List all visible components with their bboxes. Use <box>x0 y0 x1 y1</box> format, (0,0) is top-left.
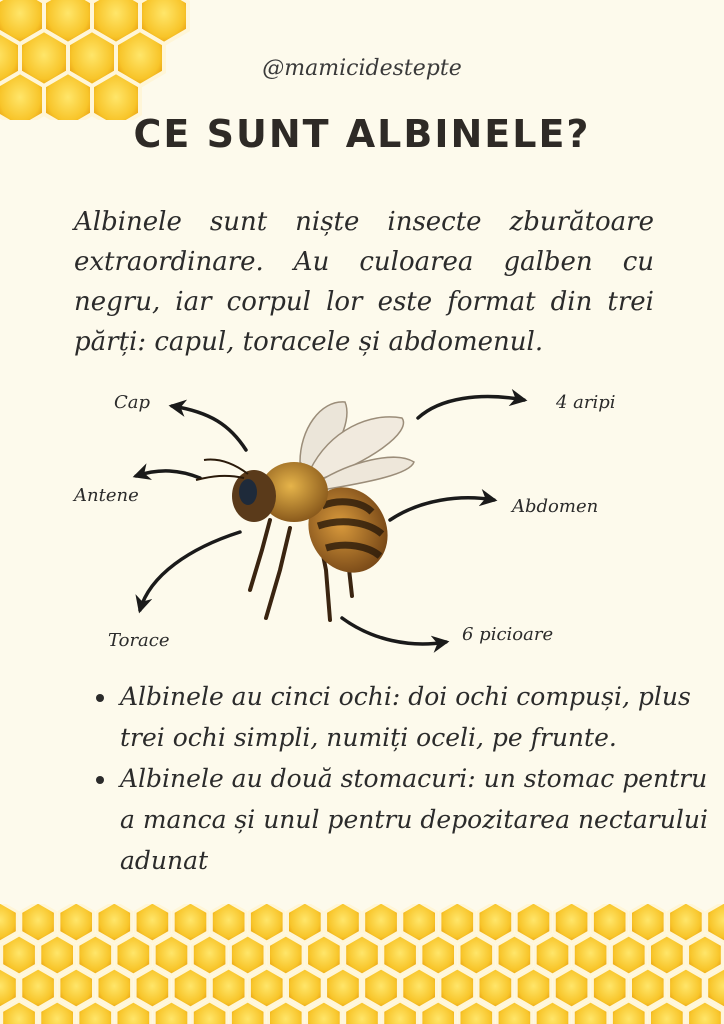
list-item: • Albinele au cinci ochi: doi ochi compuși, plus trei ochi simpli, numiți oceli, pe frunte. <box>118 676 718 758</box>
honeycomb-cell <box>440 968 475 1008</box>
honeycomb-cell <box>535 935 570 975</box>
honeycomb-cell <box>21 968 56 1008</box>
arrow-aripi <box>418 397 524 418</box>
honeycomb-cell <box>40 935 75 975</box>
label-torace: Torace <box>108 630 170 651</box>
honeycomb-cell <box>211 904 246 942</box>
honeycomb-cell <box>326 904 361 942</box>
honeycomb-cell <box>383 935 418 975</box>
arrow-cap <box>172 406 246 450</box>
honeycomb-cell <box>249 904 284 942</box>
honeycomb-cell <box>154 935 189 975</box>
honeycomb-cell <box>516 968 551 1008</box>
honeycomb-cell <box>135 904 170 942</box>
arrow-picioare <box>342 618 446 644</box>
honeycomb-cell <box>326 968 361 1008</box>
honeycomb-cell <box>573 935 608 975</box>
honeycomb-cell <box>59 968 94 1008</box>
honeycomb-cell <box>173 968 208 1008</box>
label-cap: Cap <box>114 392 151 413</box>
honeycomb-cell <box>249 968 284 1008</box>
honeycomb-cell <box>611 935 646 975</box>
honeycomb-cell <box>269 935 304 975</box>
arrow-abdomen <box>390 498 494 520</box>
label-aripi: 4 aripi <box>556 392 616 413</box>
honeycomb-cell <box>116 935 151 975</box>
honeycomb-cell <box>516 904 551 942</box>
honeycomb-cell <box>364 904 399 942</box>
honeycomb-cell <box>688 935 723 975</box>
honeycomb-cell <box>345 935 380 975</box>
label-abdomen: Abdomen <box>512 496 599 517</box>
honeycomb-cell <box>307 935 342 975</box>
honeycomb-cell <box>21 904 56 942</box>
honeycomb-cell <box>592 968 627 1008</box>
honeycomb-cell <box>402 968 437 1008</box>
honeycomb-bottom-decoration <box>0 904 724 1024</box>
honeycomb-cell <box>230 935 265 975</box>
author-handle: @mamicidestepte <box>262 56 462 81</box>
honeycomb-cell <box>478 968 513 1008</box>
honeycomb-cell <box>497 935 532 975</box>
arrow-torace <box>140 532 240 610</box>
honeycomb-cell <box>173 904 208 942</box>
honeycomb-cell <box>135 968 170 1008</box>
honeycomb-cell <box>288 968 323 1008</box>
honeycomb-cell <box>478 904 513 942</box>
honeycomb-cell <box>650 935 685 975</box>
intro-paragraph: Albinele sunt niște insecte zburătoare extraordinare. Au culoarea galben cu negru, iar corpul lor este format din trei părți: capul, toracele și abdomenul. <box>74 207 654 357</box>
honeycomb-cell <box>2 935 37 975</box>
honeycomb-cell <box>78 935 113 975</box>
honeycomb-cell <box>554 904 589 942</box>
honeycomb-cell <box>211 968 246 1008</box>
bee-anatomy-diagram <box>0 370 724 670</box>
honeycomb-cell <box>440 904 475 942</box>
honeycomb-cell <box>402 904 437 942</box>
honeycomb-cell <box>631 904 666 942</box>
page-title: CE SUNT ALBINELE? <box>133 112 591 156</box>
honeycomb-cell <box>421 935 456 975</box>
honeycomb-cell <box>192 935 227 975</box>
honeycomb-cell <box>669 968 704 1008</box>
honeycomb-cell <box>97 968 132 1008</box>
honeycomb-cell <box>364 968 399 1008</box>
honeycomb-cell <box>459 935 494 975</box>
honeycomb-cell <box>669 904 704 942</box>
arrow-antene <box>136 471 200 478</box>
honeycomb-cell <box>592 904 627 942</box>
label-picioare: 6 picioare <box>462 624 554 645</box>
facts-list <box>92 676 718 881</box>
bee-illustration <box>0 370 724 670</box>
honeycomb-cell <box>554 968 589 1008</box>
honeycomb-cell <box>59 904 94 942</box>
label-antene: Antene <box>74 485 139 506</box>
list-item: • Albinele au două stomacuri: un stomac pentru a manca și unul pentru depozitarea nectarului adunat <box>118 758 718 881</box>
honeycomb-cell <box>97 904 132 942</box>
honeycomb-cell <box>631 968 666 1008</box>
honeycomb-cell <box>288 904 323 942</box>
